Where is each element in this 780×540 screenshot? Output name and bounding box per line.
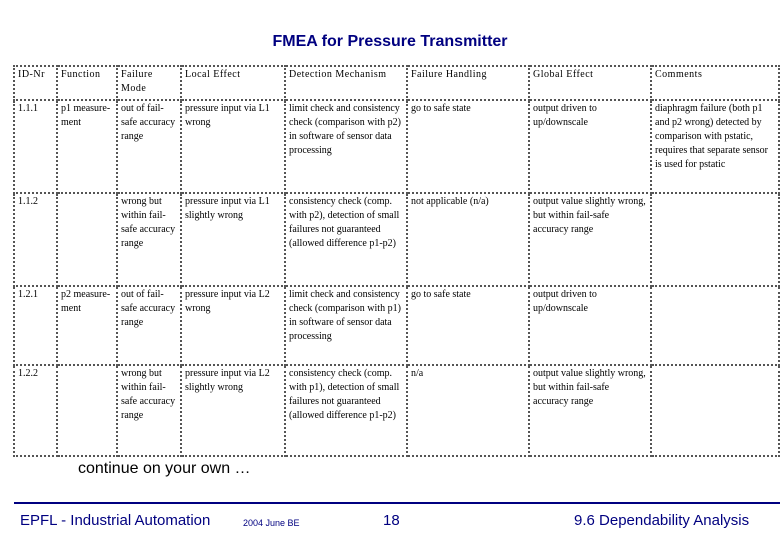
cell-failure-mode: out of fail-safe accuracy range [117,286,181,365]
cell-global-effect: output value slightly wrong, but within fail-safe accuracy range [529,365,651,456]
cell-id: 1.2.2 [14,365,57,456]
table-row [14,193,779,286]
cell-function: p1 measure-ment [57,100,117,193]
cell-local-effect: pressure input via L1 slightly wrong [181,193,285,286]
footer-date: 2004 June BE [243,518,300,528]
slide-title: FMEA for Pressure Transmitter [272,33,508,50]
cell-failure-mode: wrong but within fail-safe accuracy range [117,365,181,456]
cell-global-effect: output driven to up/downscale [529,100,651,193]
header-comments: Comments [651,66,779,100]
cell-function: p2 measure-ment [57,286,117,365]
table-row [14,100,779,193]
cell-function [57,365,117,456]
table-header-row [14,66,779,100]
cell-comments: diaphragm failure (both p1 and p2 wrong) detected by comparison with pstatic, requires that separate sensor is used for pstatic [651,100,779,193]
footer-divider [14,502,780,504]
header-function: Function [57,66,117,100]
cell-handling: not applicable (n/a) [407,193,529,286]
table-row [14,286,779,365]
cell-handling: n/a [407,365,529,456]
cell-function [57,193,117,286]
continue-note: continue on your own … [78,460,251,477]
cell-detection: limit check and consistency check (comparison with p1) in software of sensor data processing [285,286,407,365]
page-number: 18 [383,512,400,529]
fmea-table [13,65,780,457]
header-local-effect: Local Effect [181,66,285,100]
cell-id: 1.1.1 [14,100,57,193]
header-failure-mode: Failure Mode [117,66,181,100]
cell-failure-mode: out of fail-safe accuracy range [117,100,181,193]
header-id: ID-Nr [14,66,57,100]
cell-id: 1.1.2 [14,193,57,286]
cell-comments [651,286,779,365]
cell-local-effect: pressure input via L2 slightly wrong [181,365,285,456]
header-global-effect: Global Effect [529,66,651,100]
cell-detection: consistency check (comp. with p2), detection of small failures not guaranteed (allowed difference p1-p2) [285,193,407,286]
cell-local-effect: pressure input via L1 wrong [181,100,285,193]
cell-comments [651,365,779,456]
header-detection-mechanism: Detection Mechanism [285,66,407,100]
footer-course: EPFL - Industrial Automation [20,512,211,529]
table-row [14,365,779,456]
cell-global-effect: output value slightly wrong, but within fail-safe accuracy range [529,193,651,286]
cell-detection: limit check and consistency check (comparison with p2) in software of sensor data processing [285,100,407,193]
cell-global-effect: output driven to up/downscale [529,286,651,365]
cell-comments [651,193,779,286]
footer-section: 9.6 Dependability Analysis [574,512,750,529]
cell-handling: go to safe state [407,100,529,193]
cell-id: 1.2.1 [14,286,57,365]
cell-detection: consistency check (comp. with p1), detection of small failures not guaranteed (allowed difference p1-p2) [285,365,407,456]
cell-local-effect: pressure input via L2 wrong [181,286,285,365]
cell-handling: go to safe state [407,286,529,365]
header-failure-handling: Failure Handling [407,66,529,100]
cell-failure-mode: wrong but within fail-safe accuracy range [117,193,181,286]
